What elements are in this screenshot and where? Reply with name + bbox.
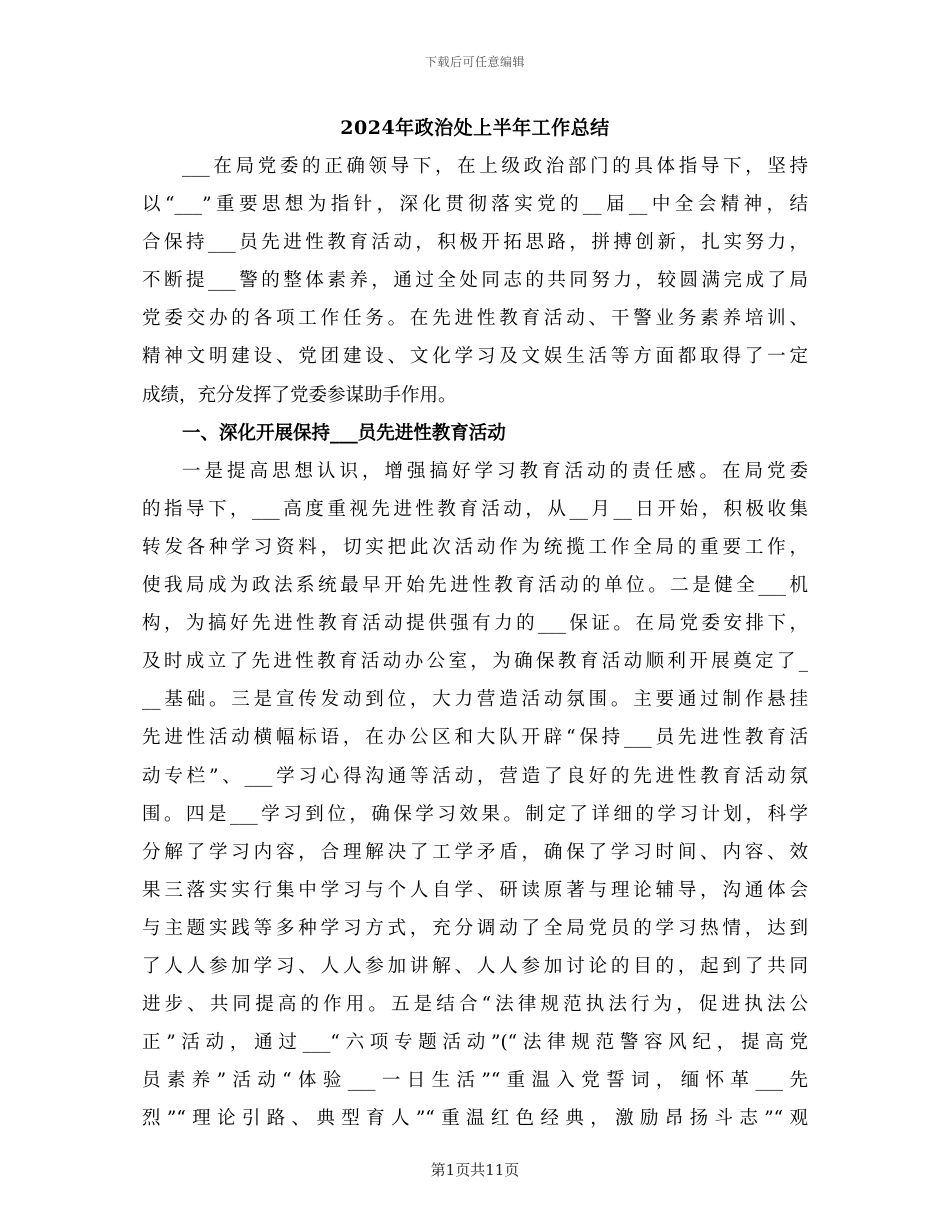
body-line: 正”活动，通过___“六项专题活动”(“法律规范警容风纪，提高党 [142, 1032, 808, 1054]
document-title: 2024年政治处上半年工作总结 [340, 117, 610, 139]
body-line: 果三落实实行集中学习与个人自学、研读原著与理论辅导，沟通体会 [142, 879, 808, 901]
body-line: 以“___”重要思想为指针，深化贯彻落实党的__届__中全会精神，结 [142, 194, 808, 216]
body-line: 员素养”活动“体验___一日生活”“重温入党誓词，缅怀革___先 [142, 1070, 808, 1092]
page-number: 第1页共11页 [430, 1161, 520, 1179]
document-body [142, 148, 808, 1138]
body-line: 合保持___员先进性教育活动，积极开拓思路，拼搏创新，扎实努力， [142, 232, 808, 254]
body-line: 了人人参加学习、人人参加讲解、人人参加讨论的目的，起到了共同 [142, 955, 808, 977]
body-line: 及时成立了先进性教育活动办公室，为确保教育活动顺利开展奠定了_ [142, 651, 808, 673]
body-line: 使我局成为政法系统最早开始先进性教育活动的单位。二是健全___机 [142, 575, 808, 597]
body-line: 与主题实践等多种学习方式，充分调动了全局党员的学习热情，达到 [142, 917, 808, 939]
body-line: ___在局党委的正确领导下，在上级政治部门的具体指导下，坚持 [182, 156, 808, 177]
body-line: 成绩，充分发挥了党委参谋助手作用。 [142, 384, 457, 406]
body-line: __基础。三是宣传发动到位，大力营造活动氛围。主要通过制作悬挂 [142, 689, 808, 711]
body-line: 转发各种学习资料，切实把此次活动作为统揽工作全局的重要工作， [142, 536, 808, 558]
body-line: 党委交办的各项工作任务。在先进性教育活动、干警业务素养培训、 [142, 308, 808, 330]
body-line: 分解了学习内容，合理解决了工学矛盾，确保了学习时间、内容、效 [142, 841, 808, 863]
body-line: 先进性活动横幅标语，在办公区和大队开辟“保持___员先进性教育活 [142, 727, 808, 749]
section-heading: 一、深化开展保持___员先进性教育活动 [182, 422, 506, 444]
body-line: 不断提___警的整体素养，通过全处同志的共同努力，较圆满完成了局 [142, 270, 808, 292]
body-line: 动专栏”、___学习心得沟通等活动，营造了良好的先进性教育活动氛 [142, 765, 808, 787]
header-note: 下载后可任意编辑 [424, 55, 525, 69]
body-line: 围。四是___学习到位，确保学习效果。制定了详细的学习计划，科学 [142, 803, 808, 825]
body-line: 烈”“理论引路、典型育人”“重温红色经典，激励昂扬斗志”“观 [142, 1108, 808, 1130]
body-line: 的指导下，___高度重视先进性教育活动，从__月__日开始，积极收集 [142, 498, 808, 520]
body-line: 一是提高思想认识，增强搞好学习教育活动的责任感。在局党委 [182, 460, 808, 482]
body-line: 精神文明建设、党团建设、文化学习及文娱生活等方面都取得了一定 [142, 346, 808, 368]
body-line: 构，为搞好先进性教育活动提供强有力的___保证。在局党委安排下， [142, 613, 808, 635]
body-line: 进步、共同提高的作用。五是结合“法律规范执法行为，促进执法公 [142, 994, 808, 1016]
